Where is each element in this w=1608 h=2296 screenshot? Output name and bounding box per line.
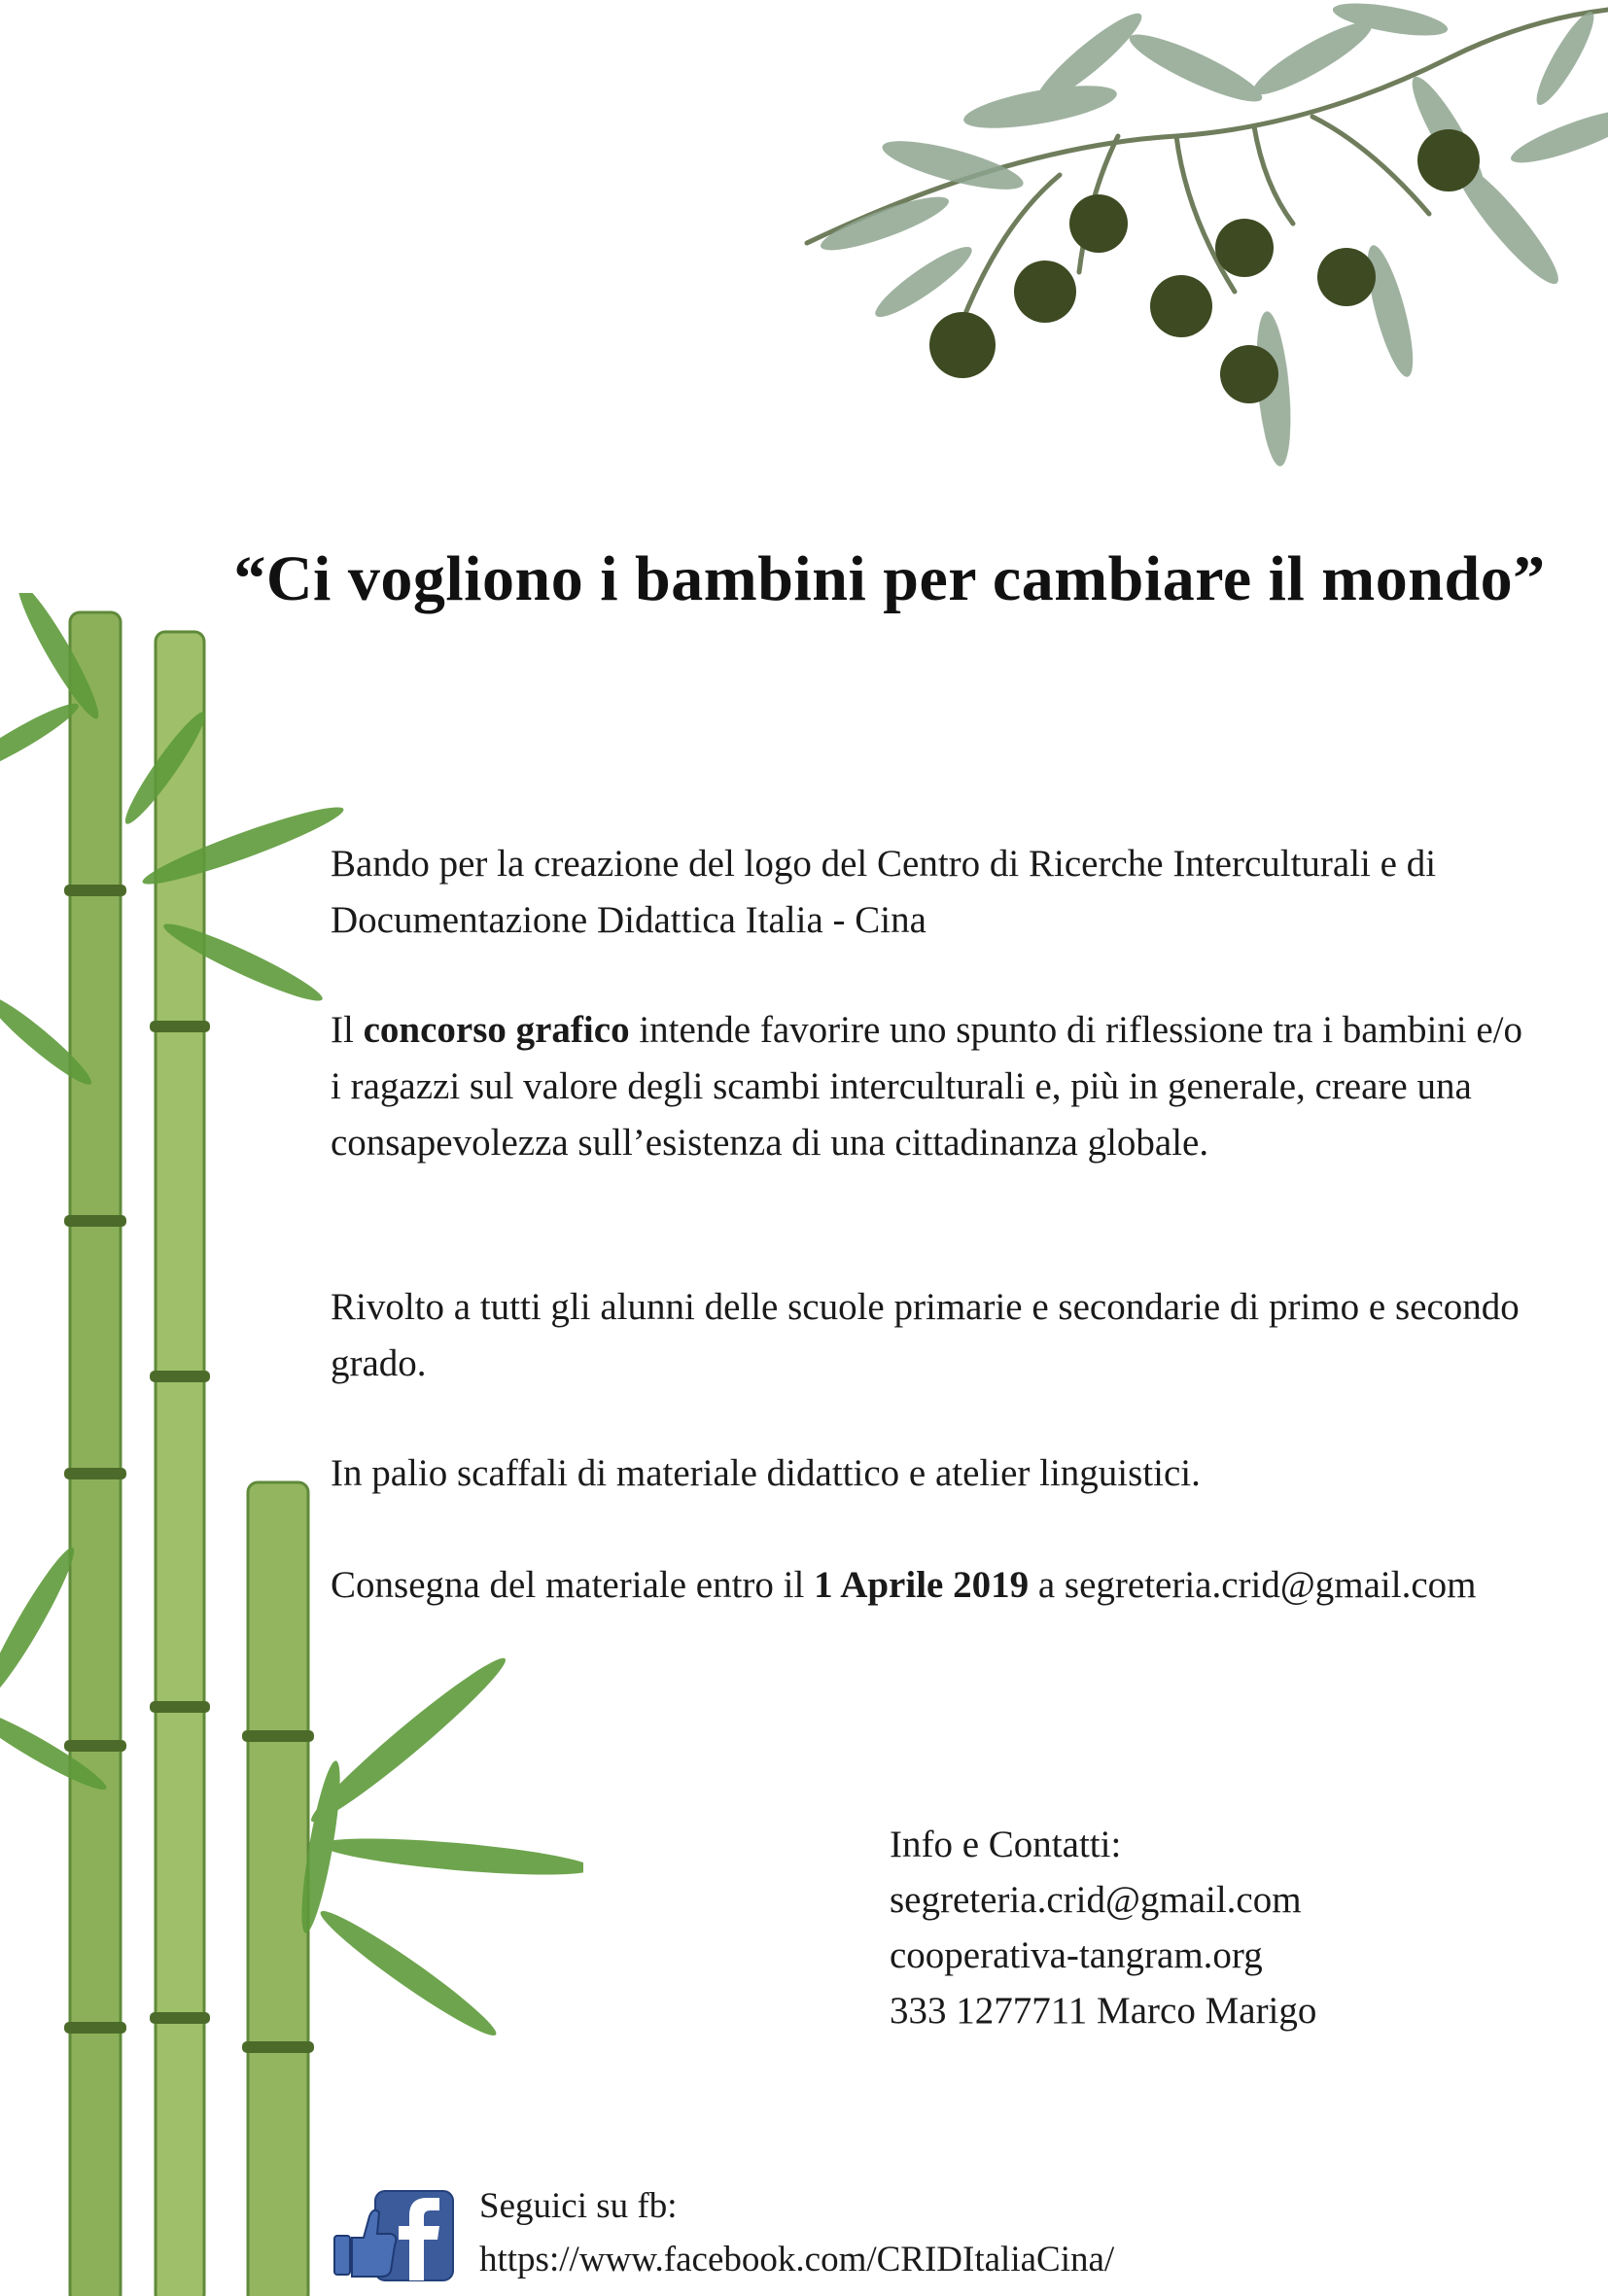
poster-title: “Ci vogliono i bambini per cambiare il mondo” (233, 543, 1546, 614)
contacts-phone: 333 1277711 Marco Marigo (890, 1990, 1317, 2032)
consegna-rest: a segreteria.crid@gmail.com (1029, 1564, 1477, 1606)
paragraph-palio: In palio scaffali di materiale didattico e atelier linguistici. (331, 1452, 1201, 1494)
contacts-email[interactable]: segreteria.crid@gmail.com (890, 1879, 1302, 1921)
facebook-like-icon[interactable] (331, 2189, 455, 2282)
paragraph-concorso (331, 1002, 1526, 1171)
contacts-block (890, 1817, 1570, 2038)
facebook-url[interactable]: https://www.facebook.com/CRIDItaliaCina/ (479, 2240, 1115, 2279)
concorso-rest: intende favorire uno spunto di riflessione tra i bambini e/o i ragazzi sul valore degli scambi interculturali e, più in generale, creare una consapevolezza sull’esistenza di una cittadinanza globale. (331, 1009, 1523, 1164)
facebook-label: Seguici su fb: (479, 2186, 678, 2226)
paragraph-bando: Bando per la creazione del logo del Centro di Ricerche Interculturali e di Documentazione Didattica Italia - Cina (331, 843, 1437, 941)
concorso-bold: concorso grafico (363, 1009, 630, 1051)
olive-branch-illustration (768, 0, 1608, 525)
consegna-date: 1 Aprile 2019 (814, 1564, 1030, 1606)
facebook-block (479, 2179, 1114, 2286)
contacts-website[interactable]: cooperativa-tangram.org (890, 1934, 1263, 1976)
concorso-lead: Il (331, 1009, 364, 1051)
paragraph-consegna (331, 1557, 1526, 1614)
contacts-heading: Info e Contatti: (890, 1824, 1122, 1865)
consegna-lead: Consegna del materiale entro il (331, 1564, 815, 1606)
paragraph-rivolto: Rivolto a tutti gli alunni delle scuole primarie e secondarie di primo e secondo grado. (331, 1286, 1520, 1384)
